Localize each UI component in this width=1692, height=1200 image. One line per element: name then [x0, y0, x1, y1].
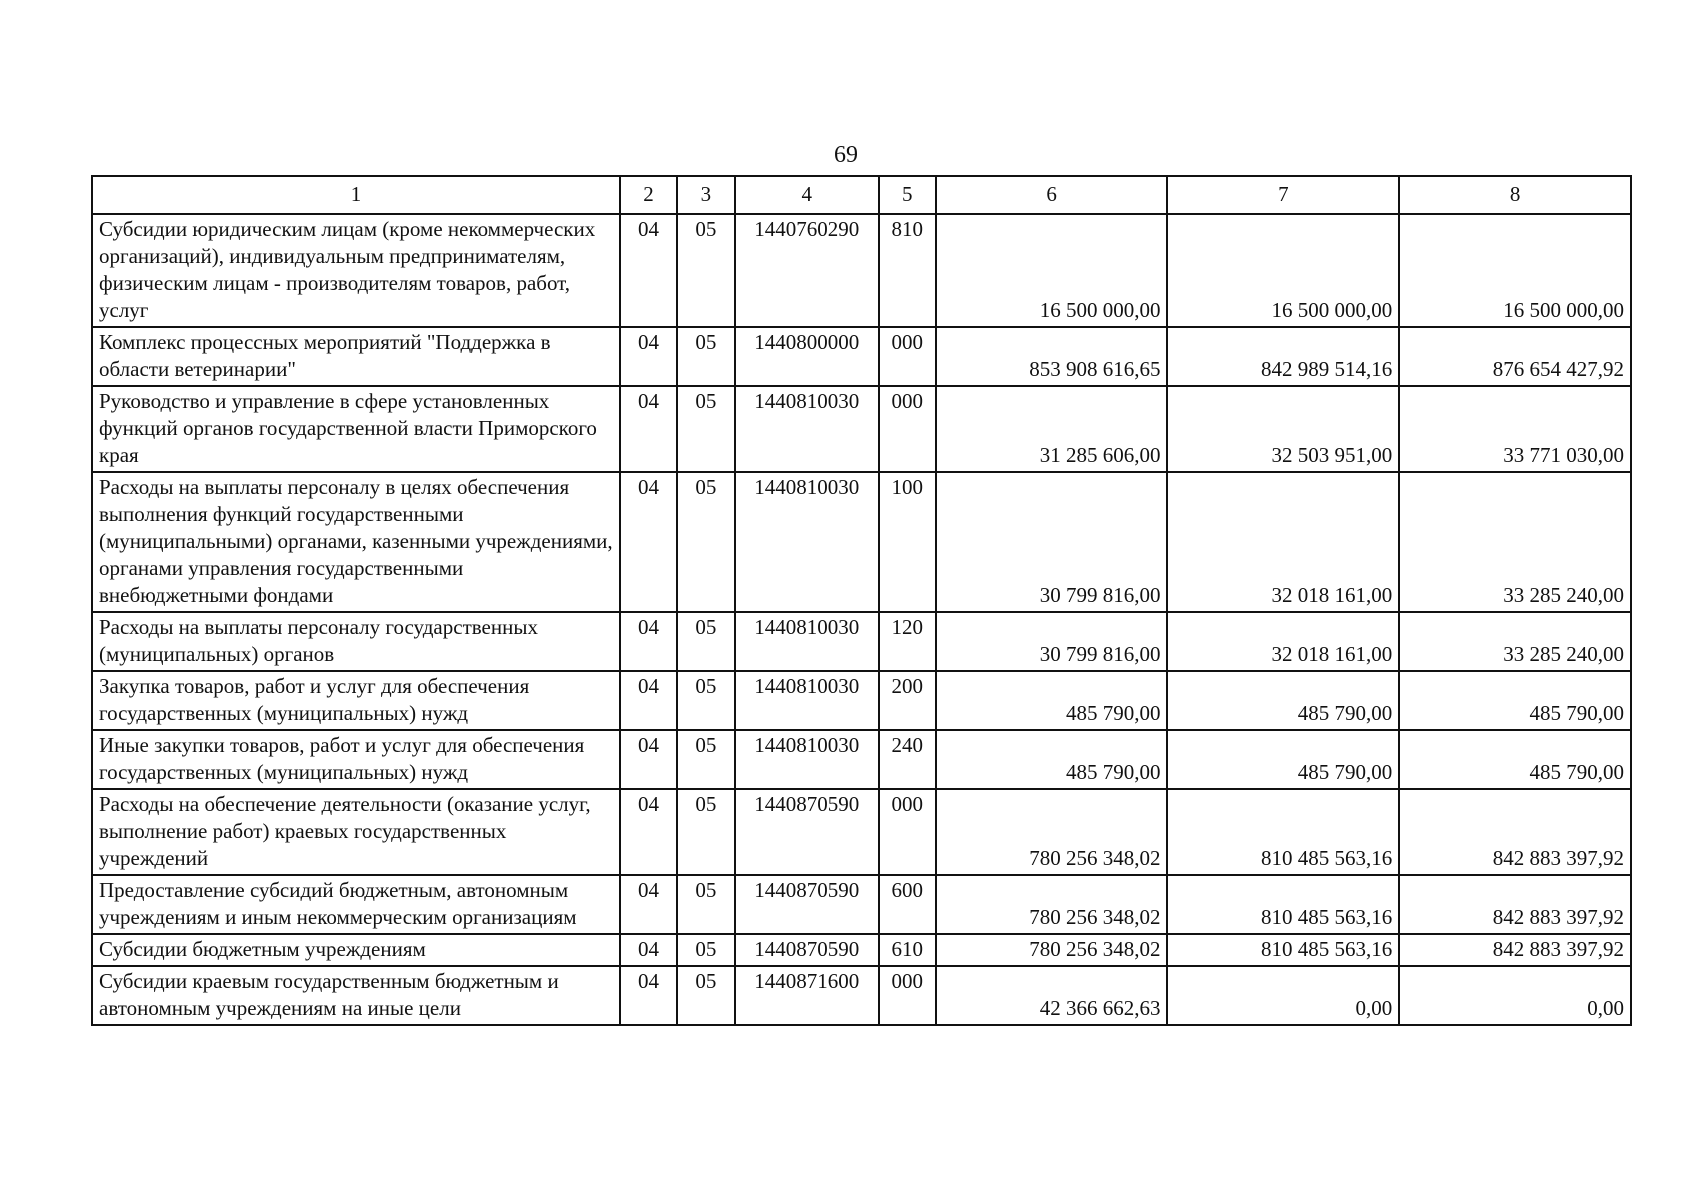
amount-col-7: 32 018 161,00 — [1167, 612, 1399, 671]
amount-col-7: 485 790,00 — [1167, 671, 1399, 730]
expense-type-code: 000 — [879, 789, 936, 875]
target-article-code: 1440810030 — [735, 386, 879, 472]
expense-type-code: 100 — [879, 472, 936, 612]
column-header: 4 — [735, 176, 879, 214]
amount-col-8: 485 790,00 — [1399, 671, 1631, 730]
column-header: 6 — [936, 176, 1168, 214]
expense-type-code: 000 — [879, 327, 936, 386]
expense-type-code: 000 — [879, 386, 936, 472]
expense-type-code: 200 — [879, 671, 936, 730]
column-header: 3 — [677, 176, 735, 214]
expense-type-code: 600 — [879, 875, 936, 934]
table-row — [92, 730, 1631, 789]
target-article-code: 1440871600 — [735, 966, 879, 1025]
amount-col-7: 0,00 — [1167, 966, 1399, 1025]
subsection-code: 05 — [677, 934, 735, 966]
row-description: Комплекс процессных мероприятий "Поддержка в области ветеринарии" — [92, 327, 620, 386]
column-header: 7 — [1167, 176, 1399, 214]
section-code: 04 — [620, 730, 677, 789]
subsection-code: 05 — [677, 612, 735, 671]
amount-col-7: 810 485 563,16 — [1167, 934, 1399, 966]
column-header: 5 — [879, 176, 936, 214]
subsection-code: 05 — [677, 386, 735, 472]
amount-col-6: 31 285 606,00 — [936, 386, 1168, 472]
column-header: 8 — [1399, 176, 1631, 214]
amount-col-8: 33 285 240,00 — [1399, 612, 1631, 671]
amount-col-6: 16 500 000,00 — [936, 214, 1168, 327]
amount-col-8: 485 790,00 — [1399, 730, 1631, 789]
amount-col-6: 780 256 348,02 — [936, 875, 1168, 934]
expense-type-code: 810 — [879, 214, 936, 327]
table-header-row — [92, 176, 1631, 214]
table-row — [92, 789, 1631, 875]
amount-col-6: 30 799 816,00 — [936, 612, 1168, 671]
subsection-code: 05 — [677, 966, 735, 1025]
row-description: Субсидии бюджетным учреждениям — [92, 934, 620, 966]
table-row — [92, 671, 1631, 730]
amount-col-7: 32 503 951,00 — [1167, 386, 1399, 472]
row-description: Субсидии юридическим лицам (кроме некоммерческих организаций), индивидуальным предпринимателям, физическим лицам - производителям товаров, работ, услуг — [92, 214, 620, 327]
row-description: Расходы на выплаты персоналу государственных (муниципальных) органов — [92, 612, 620, 671]
table-row — [92, 612, 1631, 671]
section-code: 04 — [620, 472, 677, 612]
row-description: Руководство и управление в сфере установленных функций органов государственной власти Приморского края — [92, 386, 620, 472]
table-row — [92, 875, 1631, 934]
row-description: Предоставление субсидий бюджетным, автономным учреждениям и иным некоммерческим организациям — [92, 875, 620, 934]
amount-col-7: 32 018 161,00 — [1167, 472, 1399, 612]
amount-col-6: 780 256 348,02 — [936, 789, 1168, 875]
section-code: 04 — [620, 214, 677, 327]
table-row — [92, 472, 1631, 612]
expense-type-code: 120 — [879, 612, 936, 671]
amount-col-8: 33 285 240,00 — [1399, 472, 1631, 612]
amount-col-8: 33 771 030,00 — [1399, 386, 1631, 472]
amount-col-6: 30 799 816,00 — [936, 472, 1168, 612]
target-article-code: 1440810030 — [735, 730, 879, 789]
amount-col-8: 842 883 397,92 — [1399, 789, 1631, 875]
amount-col-7: 16 500 000,00 — [1167, 214, 1399, 327]
amount-col-7: 810 485 563,16 — [1167, 789, 1399, 875]
amount-col-8: 842 883 397,92 — [1399, 934, 1631, 966]
target-article-code: 1440870590 — [735, 934, 879, 966]
table-row — [92, 327, 1631, 386]
amount-col-8: 842 883 397,92 — [1399, 875, 1631, 934]
subsection-code: 05 — [677, 730, 735, 789]
table-row — [92, 214, 1631, 327]
section-code: 04 — [620, 327, 677, 386]
subsection-code: 05 — [677, 789, 735, 875]
subsection-code: 05 — [677, 327, 735, 386]
section-code: 04 — [620, 875, 677, 934]
target-article-code: 1440810030 — [735, 472, 879, 612]
column-header: 1 — [92, 176, 620, 214]
target-article-code: 1440870590 — [735, 875, 879, 934]
amount-col-7: 842 989 514,16 — [1167, 327, 1399, 386]
amount-col-7: 485 790,00 — [1167, 730, 1399, 789]
row-description: Закупка товаров, работ и услуг для обеспечения государственных (муниципальных) нужд — [92, 671, 620, 730]
expense-type-code: 000 — [879, 966, 936, 1025]
amount-col-6: 780 256 348,02 — [936, 934, 1168, 966]
table-row — [92, 966, 1631, 1025]
row-description: Иные закупки товаров, работ и услуг для обеспечения государственных (муниципальных) нужд — [92, 730, 620, 789]
section-code: 04 — [620, 789, 677, 875]
target-article-code: 1440760290 — [735, 214, 879, 327]
subsection-code: 05 — [677, 671, 735, 730]
budget-table — [91, 175, 1632, 1026]
subsection-code: 05 — [677, 875, 735, 934]
subsection-code: 05 — [677, 214, 735, 327]
amount-col-8: 16 500 000,00 — [1399, 214, 1631, 327]
amount-col-7: 810 485 563,16 — [1167, 875, 1399, 934]
page-number: 69 — [834, 142, 858, 168]
section-code: 04 — [620, 934, 677, 966]
row-description: Расходы на обеспечение деятельности (оказание услуг, выполнение работ) краевых государственных учреждений — [92, 789, 620, 875]
row-description: Субсидии краевым государственным бюджетным и автономным учреждениям на иные цели — [92, 966, 620, 1025]
amount-col-6: 853 908 616,65 — [936, 327, 1168, 386]
subsection-code: 05 — [677, 472, 735, 612]
amount-col-6: 485 790,00 — [936, 730, 1168, 789]
target-article-code: 1440870590 — [735, 789, 879, 875]
expense-type-code: 240 — [879, 730, 936, 789]
section-code: 04 — [620, 966, 677, 1025]
table-row — [92, 934, 1631, 966]
section-code: 04 — [620, 386, 677, 472]
row-description: Расходы на выплаты персоналу в целях обеспечения выполнения функций государственными (муниципальными) органами, казенными учреждениями, органами управления государственными внебюджетными фондами — [92, 472, 620, 612]
section-code: 04 — [620, 671, 677, 730]
target-article-code: 1440810030 — [735, 612, 879, 671]
amount-col-6: 485 790,00 — [936, 671, 1168, 730]
amount-col-8: 876 654 427,92 — [1399, 327, 1631, 386]
amount-col-8: 0,00 — [1399, 966, 1631, 1025]
column-header: 2 — [620, 176, 677, 214]
amount-col-6: 42 366 662,63 — [936, 966, 1168, 1025]
target-article-code: 1440800000 — [735, 327, 879, 386]
table-row — [92, 386, 1631, 472]
expense-type-code: 610 — [879, 934, 936, 966]
target-article-code: 1440810030 — [735, 671, 879, 730]
section-code: 04 — [620, 612, 677, 671]
